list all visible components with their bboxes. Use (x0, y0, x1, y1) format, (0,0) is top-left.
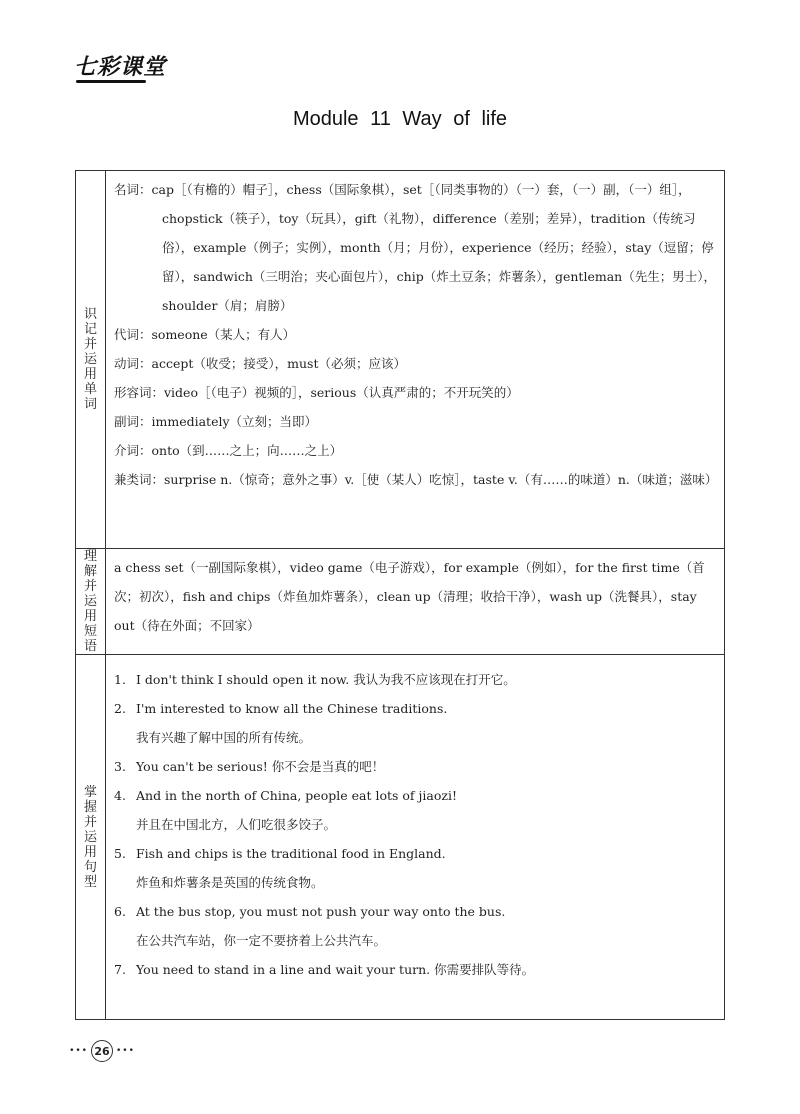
side-char: 单 (83, 382, 97, 397)
page-number (60, 1041, 144, 1061)
sentence-item (114, 752, 718, 781)
vocab-adverbs: 副词：immediately（立刻；当即） (114, 414, 318, 429)
page-dots-left: ••• (69, 1046, 88, 1056)
sentence-number: 2. (114, 701, 126, 716)
brand-logo: 七彩课堂 (74, 55, 167, 80)
sentence-number: 4. (114, 788, 126, 803)
vocab-content (106, 171, 725, 549)
sentence-item (114, 665, 718, 694)
side-char: 运 (83, 594, 97, 609)
sentence-text: I don't think I should open it now. 我认为我不应该现在打开它。 (136, 672, 516, 687)
sentence-text: Fish and chips is the traditional food in England. (136, 846, 446, 861)
side-char: 理 (83, 549, 97, 564)
side-char: 短 (83, 624, 97, 639)
side-char: 语 (83, 639, 97, 654)
side-char: 识 (83, 307, 97, 322)
side-char: 并 (83, 579, 97, 594)
side-char: 记 (83, 322, 97, 337)
vocab-pronouns: 代词：someone（某人；有人） (114, 327, 296, 342)
sentence-item (114, 897, 718, 926)
side-char: 型 (83, 874, 97, 890)
vocab-prepositions: 介词：onto（到……之上；向……之上） (114, 443, 343, 458)
sentence-text: You can't be serious! 你不会是当真的吧！ (136, 759, 385, 774)
vocab-adjectives: 形容词：video［（电子）视频的］，serious（认真严肃的；不开玩笑的） (114, 385, 519, 400)
vocab-verbs: 动词：accept（收受；接受），must（必须；应该） (114, 356, 406, 371)
side-char: 用 (83, 609, 97, 624)
vocab-row (76, 171, 725, 549)
side-char: 解 (83, 564, 97, 579)
side-char: 掌 (83, 784, 97, 800)
side-char: 并 (83, 814, 97, 830)
sentence-text: And in the north of China, people eat lots of jiaozi! (136, 788, 457, 803)
page-title: Module 11 Way of life (292, 108, 508, 130)
side-char: 握 (83, 799, 97, 815)
vocab-multi-class: 兼类词：surprise n.（惊奇；意外之事）v.［使（某人）吃惊］，taste v.（有……的味道）n.（味道；滋味） (114, 472, 718, 487)
sentence-translation: 并且在中国北方，人们吃很多饺子。 (136, 817, 337, 832)
sentence-text: I'm interested to know all the Chinese traditions. (136, 701, 448, 716)
sentence-number: 1. (114, 672, 126, 687)
brand-underline (76, 80, 146, 83)
page-dots-right: ••• (116, 1046, 135, 1056)
page-number-badge: 26 (91, 1040, 113, 1062)
side-char: 运 (83, 829, 97, 845)
sentence-item (114, 955, 718, 984)
sentence-text: You need to stand in a line and wait your turn. 你需要排队等待。 (136, 962, 535, 977)
sentence-number: 3. (114, 759, 126, 774)
sentence-translation: 我有兴趣了解中国的所有传统。 (136, 730, 312, 745)
sentence-text: At the bus stop, you must not push your way onto the bus. (136, 904, 506, 919)
sentences-row (76, 655, 725, 1020)
sentence-item (114, 694, 718, 723)
sentence-translation: 炸鱼和炸薯条是英国的传统食物。 (136, 875, 324, 890)
sentences-side-label (76, 655, 106, 1020)
sentences-content (106, 655, 725, 1020)
sentence-number: 7. (114, 962, 126, 977)
phrases-row (76, 549, 725, 655)
side-char: 用 (83, 844, 97, 860)
phrases-side-label (76, 549, 106, 655)
side-char: 词 (83, 397, 97, 412)
sentence-item (114, 839, 718, 868)
side-char: 用 (83, 367, 97, 382)
vocab-nouns: 名词：cap［（有檐的）帽子］，chess（国际象棋），set［（同类事物的）（一）套，（一）副，（一）组］，chopstick（筷子），toy（玩具），gift（礼物），difference（差别；差异），tradition（传统习俗），example（例子；实例），month（月；月份），experience（经历；经验），stay（逗留；停留），sandwich（三明治；夹心面包片），chip（炸土豆条；炸薯条），gentleman（先生；男士），shoulder（肩；肩膀） (114, 182, 716, 313)
sentence-number: 6. (114, 904, 126, 919)
phrases-content: a chess set（一副国际象棋），video game（电子游戏），for example（例如），for the first time（首次；初次），fish and chips（炸鱼加炸薯条），clean up（清理；收拾干净），wash up（洗餐具），stay out（待在外面；不回家） (106, 549, 725, 655)
side-char: 句 (83, 859, 97, 875)
sentence-item (114, 781, 718, 810)
sentence-number: 5. (114, 846, 126, 861)
side-char: 运 (83, 352, 97, 367)
module-table (75, 170, 725, 1020)
sentence-translation: 在公共汽车站，你一定不要挤着上公共汽车。 (136, 933, 387, 948)
side-char: 并 (83, 337, 97, 352)
vocab-side-label (76, 171, 106, 549)
